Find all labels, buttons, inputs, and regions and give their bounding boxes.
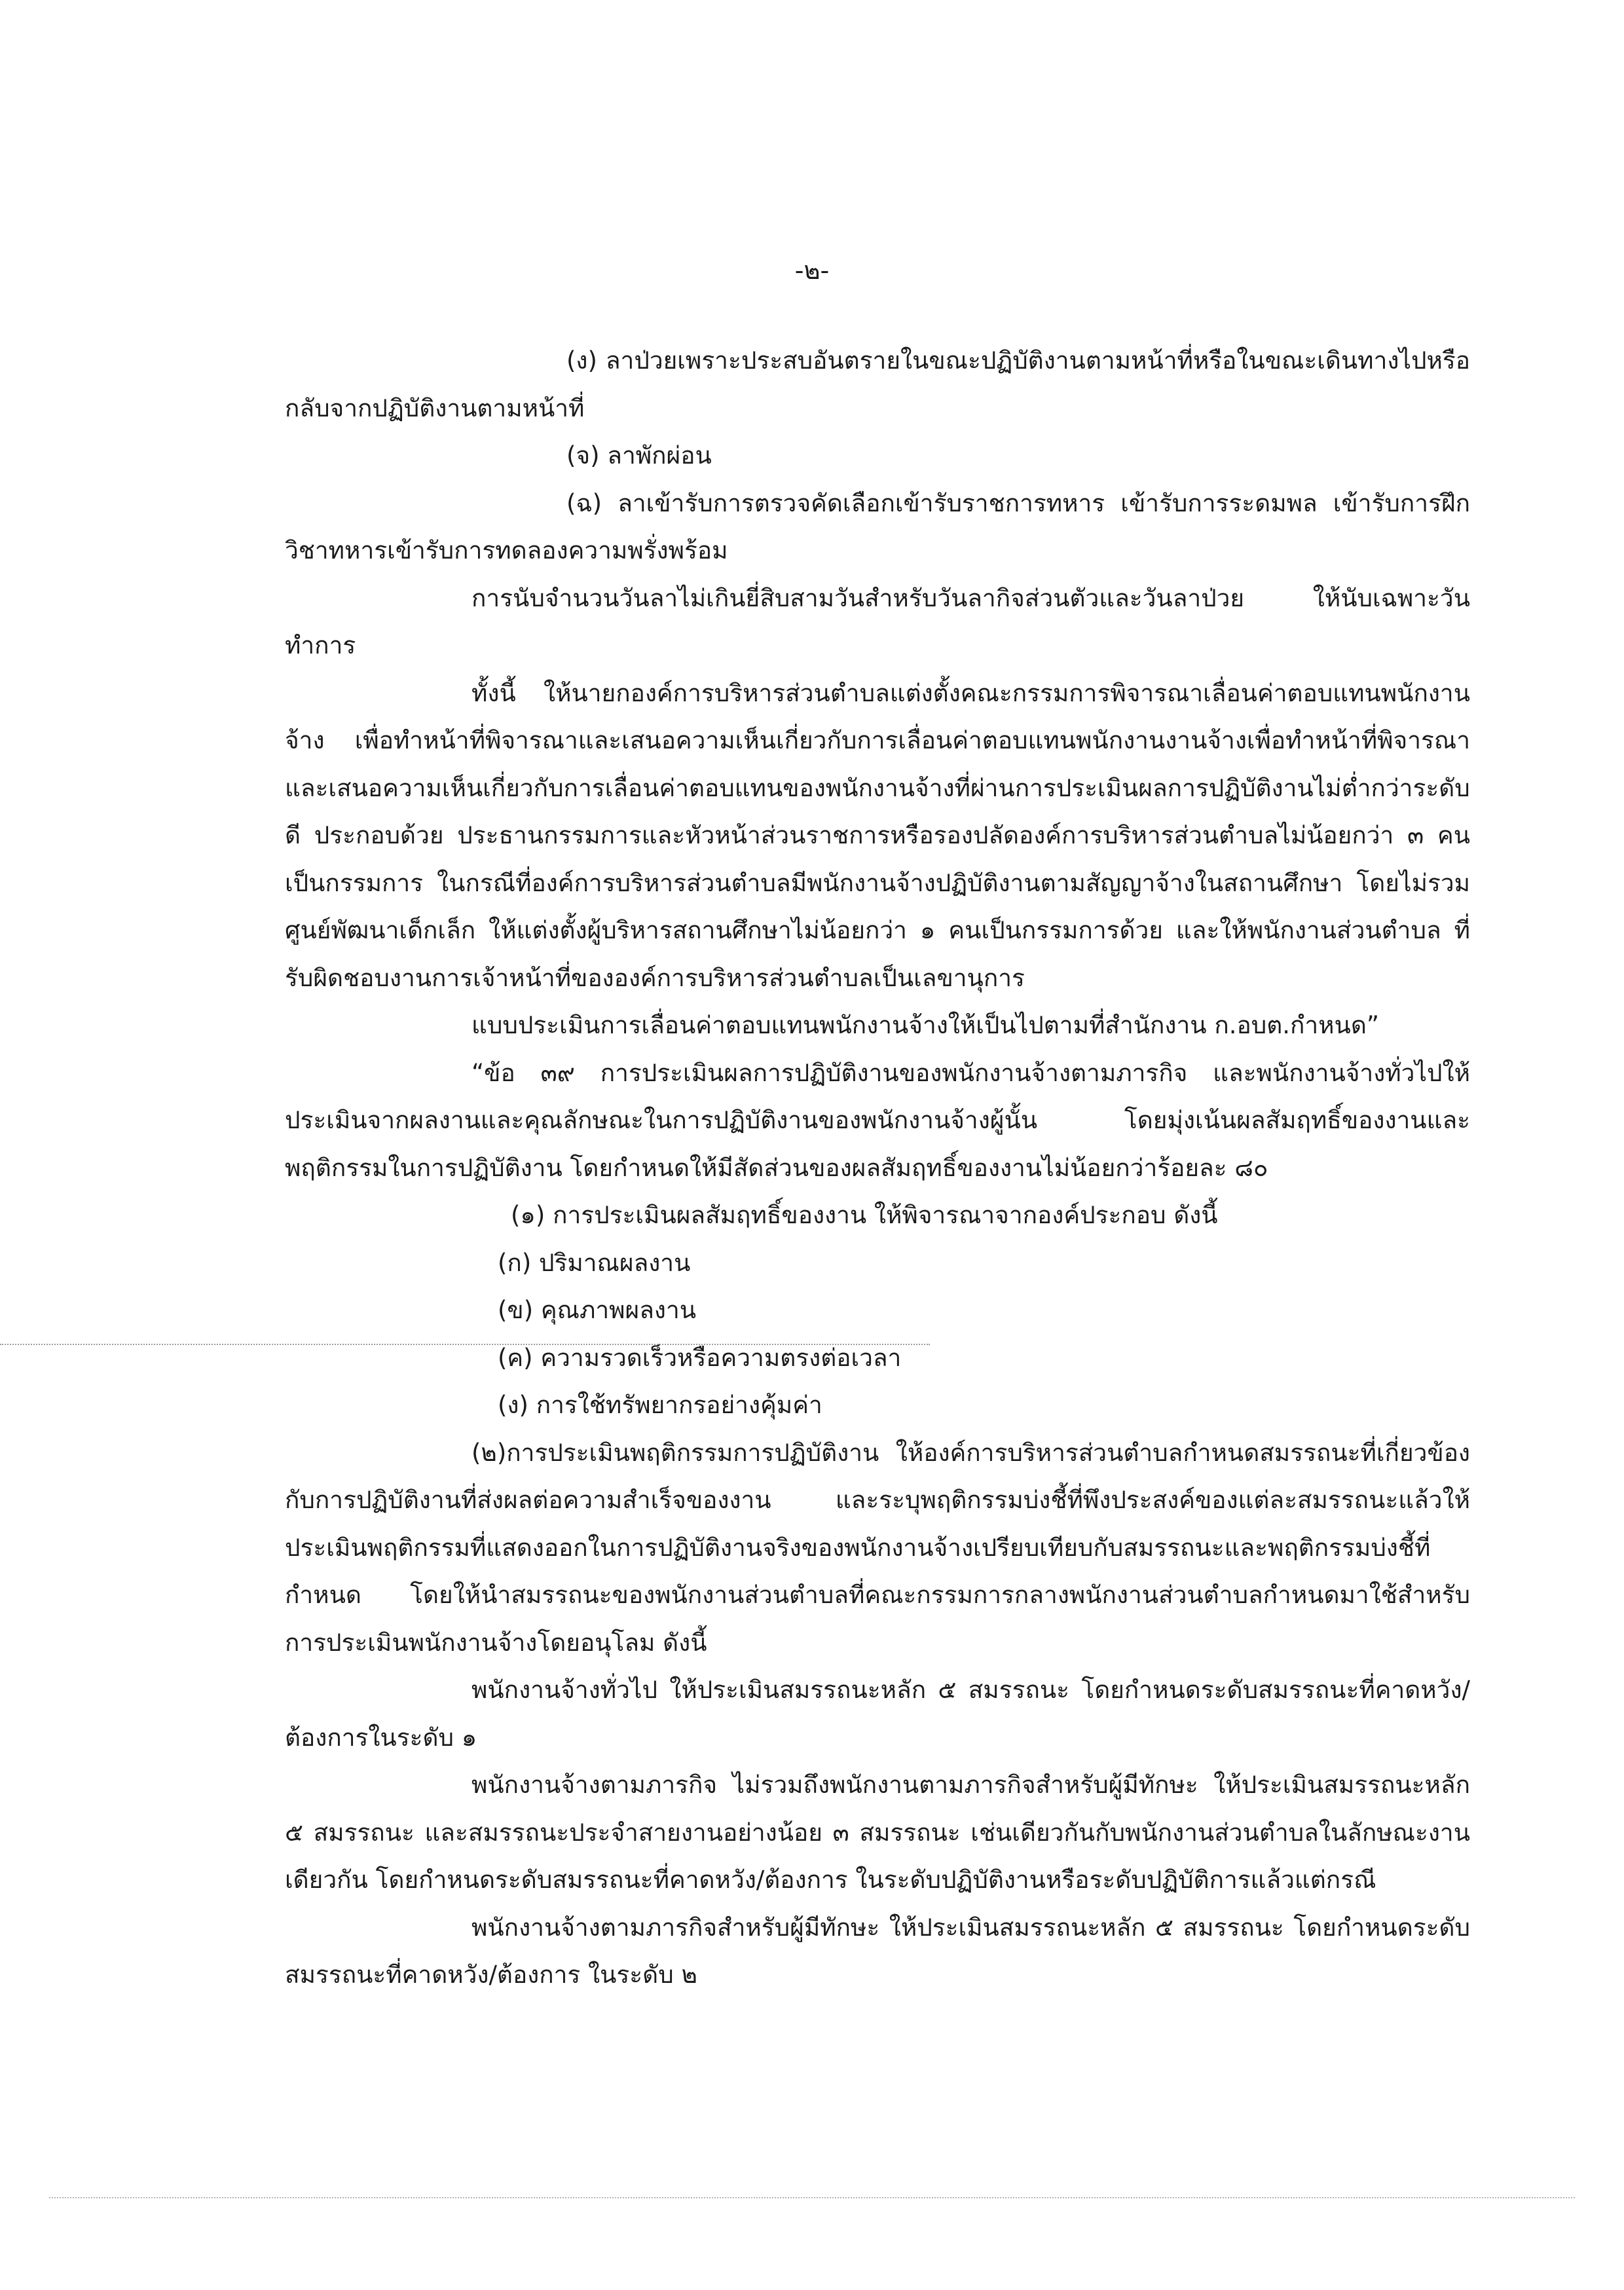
paragraph-leave-injury: (ง) ลาป่วยเพราะประสบอันตรายในขณะปฏิบัติงานตามหน้าที่หรือในขณะเดินทางไปหรือกลับจากปฏิบัติงานตามหน้าที่ xyxy=(285,346,1470,422)
paragraph-leave-count: การนับจำนวนวันลาไม่เกินยี่สิบสามวันสำหรับวันลากิจส่วนตัวและวันลาป่วย ให้นับเฉพาะวันทำการ xyxy=(285,583,1470,659)
list-item-resources: (ง) การใช้ทรัพยากรอย่างคุ้มค่า xyxy=(498,1391,822,1419)
paragraph-mission-staff: พนักงานจ้างตามภารกิจ ไม่รวมถึงพนักงานตามภารกิจสำหรับผู้มีทักษะ ให้ประเมินสมรรถนะหลัก ๕ สมรรถนะ และสมรรถนะประจำสายงานอย่างน้อย ๓ สมรรถนะ เช่นเดียวกันกับพนักงานส่วนตำบลในลักษณะงานเดียวกัน โดยกำหนดระดับสมรรถนะที่คาดหวัง/ต้องการ ในระดับปฏิบัติงานหรือระดับปฏิบัติการแล้วแต่กรณี xyxy=(285,1771,1470,1894)
paragraph-article-39: “ข้อ ๓๙ การประเมินผลการปฏิบัติงานของพนักงานจ้างตามภารกิจ และพนักงานจ้างทั่วไปให้ประเมินจากผลงานและคุณลักษณะในการปฏิบัติงานของพนักงานจ้างผู้นั้น โดยมุ่งเน้นผลสัมฤทธิ์ของงานและพฤติกรรมในการปฏิบัติงาน โดยกำหนดให้มีสัดส่วนของผลสัมฤทธิ์ของงานไม่น้อยกว่าร้อยละ ๘๐ xyxy=(285,1058,1470,1182)
scan-fold-line xyxy=(0,1344,930,1345)
paragraph-achievement-evaluation: (๑) การประเมินผลสัมฤทธิ์ของงาน ให้พิจารณาจากองค์ประกอบ ดังนี้ xyxy=(511,1201,1218,1229)
list-item-timeliness: (ค) ความรวดเร็วหรือความตรงต่อเวลา xyxy=(498,1343,902,1372)
list-item-quantity: (ก) ปริมาณผลงาน xyxy=(498,1248,691,1277)
paragraph-general-staff: พนักงานจ้างทั่วไป ให้ประเมินสมรรถนะหลัก ๕ สมรรถนะ โดยกำหนดระดับสมรรถนะที่คาดหวัง/ต้องการในระดับ ๑ xyxy=(285,1676,1470,1752)
scan-bottom-line xyxy=(49,2197,1575,2198)
paragraph-evaluation-form: แบบประเมินการเลื่อนค่าตอบแทนพนักงานจ้างให้เป็นไปตามที่สำนักงาน ก.อบต.กำหนด” xyxy=(471,1011,1380,1039)
document-body xyxy=(285,337,1470,1999)
paragraph-committee: ทั้งนี้ ให้นายกองค์การบริหารส่วนตำบลแต่งตั้งคณะกรรมการพิจารณาเลื่อนค่าตอบแทนพนักงานจ้าง เพื่อทำหน้าที่พิจารณาและเสนอความเห็นเกี่ยวกับการเลื่อนค่าตอบแทนพนักงานงานจ้างเพื่อทำหน้าที่พิจารณาและเสนอความเห็นเกี่ยวกับการเลื่อนค่าตอบแทนของพนักงานจ้างที่ผ่านการประเมินผลการปฏิบัติงานไม่ต่ำกว่าระดับดี ประกอบด้วย ประธานกรรมการและหัวหน้าส่วนราชการหรือรองปลัดองค์การบริหารส่วนตำบลไม่น้อยกว่า ๓ คน เป็นกรรมการ ในกรณีที่องค์การบริหารส่วนตำบลมีพนักงานจ้างปฏิบัติงานตามสัญญาจ้างในสถานศึกษา โดยไม่รวมศูนย์พัฒนาเด็กเล็ก ให้แต่งตั้งผู้บริหารสถานศึกษาไม่น้อยกว่า ๑ คนเป็นกรรมการด้วย และให้พนักงานส่วนตำบล ที่รับผิดชอบงานการเจ้าหน้าที่ขององค์การบริหารส่วนตำบลเป็นเลขานุการ xyxy=(285,678,1470,992)
paragraph-leave-vacation: (จ) ลาพักผ่อน xyxy=(566,441,712,470)
paragraph-skilled-staff: พนักงานจ้างตามภารกิจสำหรับผู้มีทักษะ ให้ประเมินสมรรถนะหลัก ๕ สมรรถนะ โดยกำหนดระดับสมรรถนะที่คาดหวัง/ต้องการ ในระดับ ๒ xyxy=(285,1913,1470,1989)
paragraph-behavior-evaluation: (๒)การประเมินพฤติกรรมการปฏิบัติงาน ให้องค์การบริหารส่วนตำบลกำหนดสมรรถนะที่เกี่ยวข้องกับการปฏิบัติงานที่ส่งผลต่อความสำเร็จของงาน และระบุพฤติกรรมบ่งชี้ที่พึงประสงค์ของแต่ละสมรรถนะแล้วให้ประเมินพฤติกรรมที่แสดงออกในการปฏิบัติงานจริงของพนักงานจ้างเปรียบเทียบกับสมรรถนะและพฤติกรรมบ่งชี้ที่กำหนด โดยให้นำสมรรถนะของพนักงานส่วนตำบลที่คณะกรรมการกลางพนักงานส่วนตำบลกำหนดมาใช้สำหรับการประเมินพนักงานจ้างโดยอนุโลม ดังนี้ xyxy=(285,1438,1470,1657)
paragraph-leave-military: (ฉ) ลาเข้ารับการตรวจคัดเลือกเข้ารับราชการทหาร เข้ารับการระดมพล เข้ารับการฝึกวิชาทหารเข้ารับการทดลองความพรั่งพร้อม xyxy=(285,489,1470,564)
list-item-quality: (ข) คุณภาพผลงาน xyxy=(498,1296,697,1324)
page-number: -๒- xyxy=(794,256,830,285)
